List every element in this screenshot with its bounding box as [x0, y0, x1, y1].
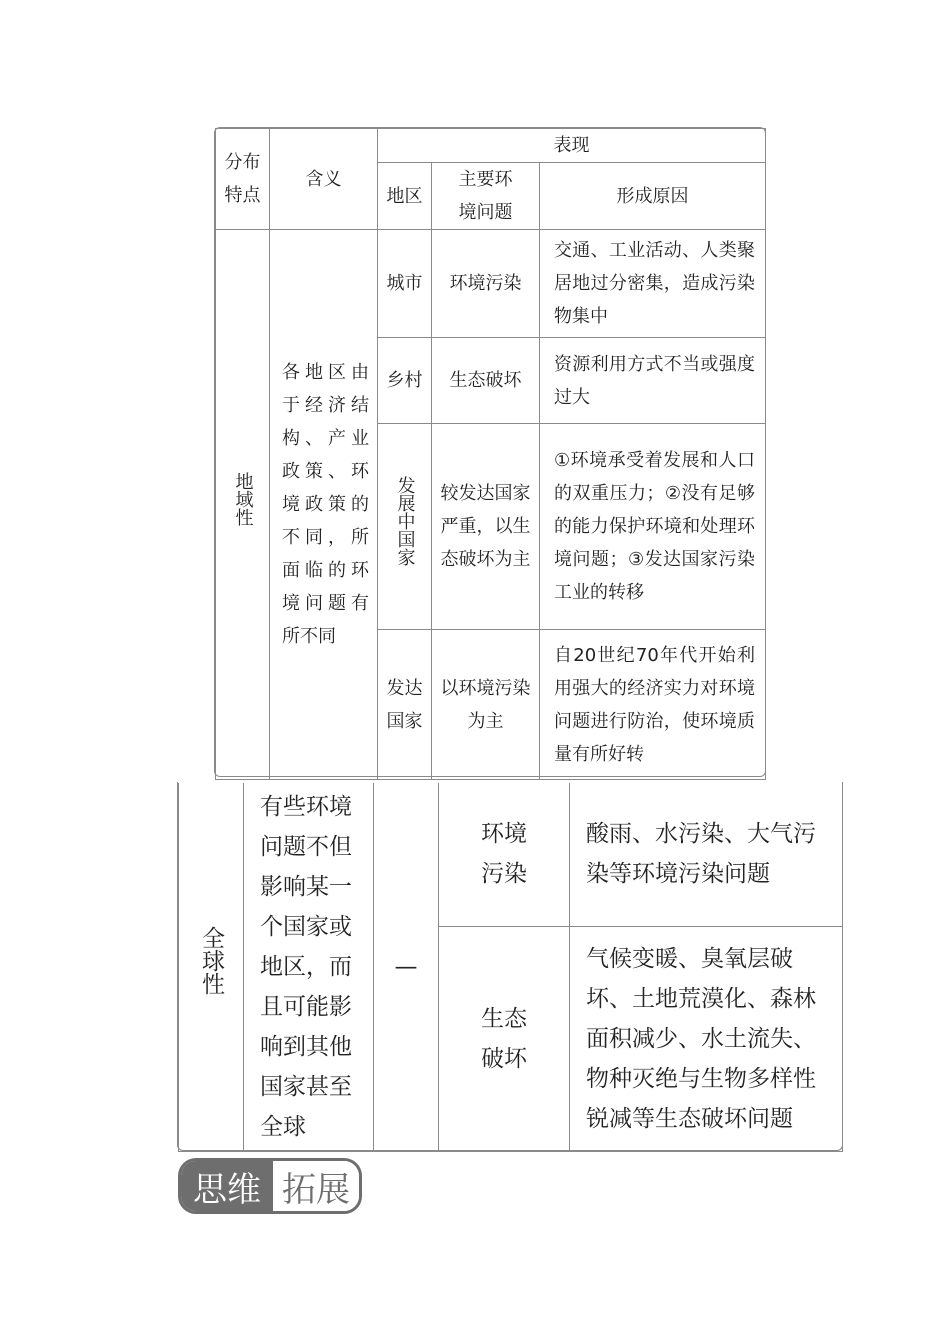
header-problem: 主要环 境问题 [432, 163, 540, 230]
region-cell: 发达国家 [378, 630, 432, 780]
header-feature: 分布 特点 [216, 129, 270, 230]
region-cell: 发展中国家 [378, 424, 432, 630]
problem-cell: 环境污染 [432, 230, 540, 338]
header-meaning: 含义 [270, 129, 378, 230]
cause-cell: 气候变暖、臭氧层破坏、土地荒漠化、森林面积减少、水土流失、物种灭绝与生物多样性锐减等生态破坏问题 [570, 926, 843, 1151]
cause-cell: 酸雨、水污染、大气污染等环境污染问题 [570, 783, 843, 926]
region-cell: 城市 [378, 230, 432, 338]
cause-cell: 自20世纪70年代开始利用强大的经济实力对环境问题进行防治，使环境质量有所好转 [540, 630, 766, 780]
badge-left: 思维 [181, 1161, 273, 1211]
header-cause: 形成原因 [540, 163, 766, 230]
problem-cell: 环境 污染 [439, 783, 570, 926]
regional-table [215, 128, 766, 780]
header-region: 地区 [378, 163, 432, 230]
cause-cell: 资源利用方式不当或强度过大 [540, 338, 766, 424]
problem-cell: 以环境污染为主 [432, 630, 540, 780]
thinking-extension-badge [178, 1158, 362, 1214]
cause-cell: 交通、工业活动、人类聚居地过分密集，造成污染物集中 [540, 230, 766, 338]
meaning-cell: 各地区由于经济结构、产业政策、环境政策的不同，所面临的环境问题有所不同 [270, 230, 378, 780]
badge-right: 拓展 [273, 1161, 359, 1211]
problem-cell: 生态 破坏 [439, 926, 570, 1151]
problem-cell: 生态破坏 [432, 338, 540, 424]
region-cell: — [374, 783, 439, 1151]
cause-cell: ①环境承受着发展和人口的双重压力；②没有足够的能力保护环境和处理环境问题；③发达国家污染工业的转移 [540, 424, 766, 630]
meaning-cell: 有些环境问题不但影响某一个国家或地区，而且可能影响到其他国家甚至全球 [244, 783, 374, 1151]
region-cell: 乡村 [378, 338, 432, 424]
global-table [178, 783, 843, 1152]
feature-cell: 全球性 [179, 783, 244, 1151]
header-manifest: 表现 [378, 129, 766, 163]
problem-cell: 较发达国家严重，以生态破坏为主 [432, 424, 540, 630]
feature-cell: 地域性 [216, 230, 270, 780]
